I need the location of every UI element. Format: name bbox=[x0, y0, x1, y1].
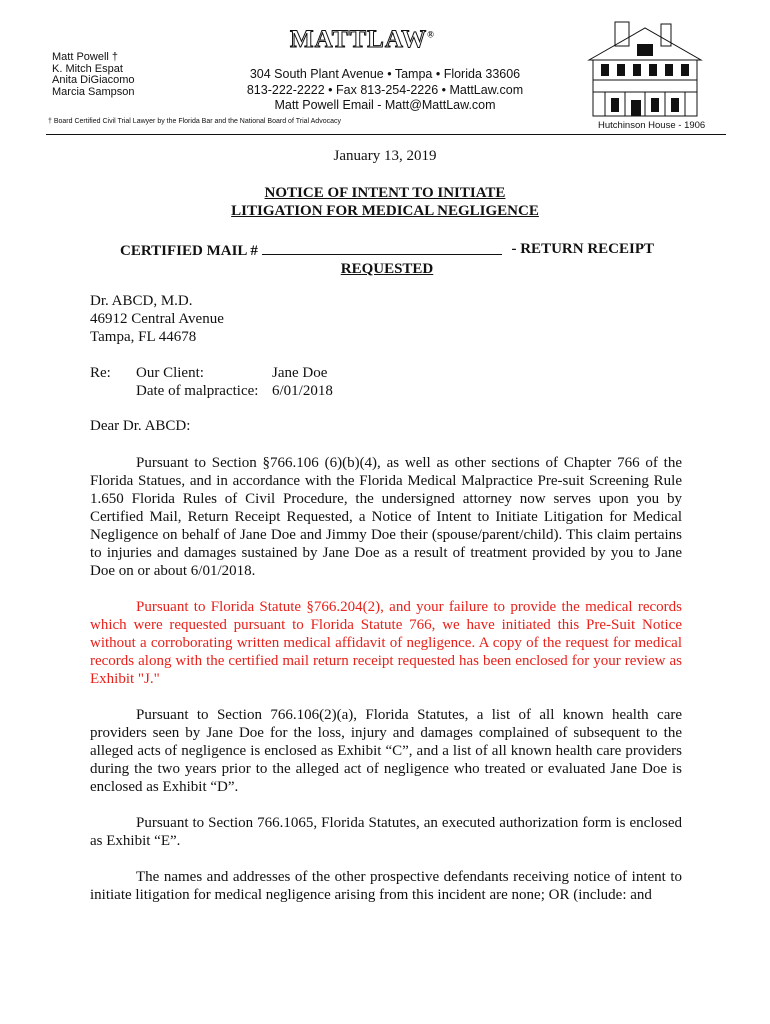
re-label: Re: bbox=[90, 365, 111, 381]
attorney-list bbox=[52, 52, 135, 98]
certification-footnote: † Board Certified Civil Trial Lawyer by the Florida Bar and the National Board of Trial Advocacy bbox=[48, 118, 341, 125]
certified-suffix: - RETURN RECEIPT bbox=[511, 241, 654, 257]
paragraph-text: The names and addresses of the other prospective defendants receiving notice of intent to initiate litigation for medical negligence arising from this incident are none; OR (include: and bbox=[90, 869, 682, 903]
malpractice-value: 6/01/2018 bbox=[272, 383, 333, 399]
letter-date: January 13, 2019 bbox=[333, 148, 437, 164]
title-line: NOTICE OF INTENT TO INITIATE bbox=[264, 185, 506, 201]
body-paragraph bbox=[90, 454, 682, 580]
letter-title bbox=[0, 184, 770, 220]
certified-requested: REQUESTED bbox=[340, 261, 434, 277]
client-value: Jane Doe bbox=[272, 365, 328, 381]
attorney-name: Marcia Sampson bbox=[52, 85, 135, 98]
logo-text: MATTLAW bbox=[290, 26, 428, 53]
house-illustration-icon bbox=[585, 20, 705, 120]
registered-mark: ® bbox=[427, 29, 435, 40]
body-paragraph bbox=[90, 814, 682, 850]
certified-number-blank bbox=[262, 240, 502, 255]
re-block bbox=[90, 364, 333, 400]
paragraph-text: Pursuant to Florida Statute §766.204(2), and your failure to provide the medical records which were requested pursuant to Florida Statute 766, we have initiated this Pre-Suit Notice without a corroborating written medical affidavit of negligence. A copy of the request for medical records along with the certified mail return receipt requested has been enclosed for your review as Exhibit "J." bbox=[90, 599, 682, 687]
firm-logo bbox=[290, 26, 435, 54]
firm-address bbox=[215, 67, 555, 114]
body-paragraph bbox=[90, 706, 682, 796]
title-line: LITIGATION FOR MEDICAL NEGLIGENCE bbox=[231, 203, 539, 219]
certified-label: CERTIFIED MAIL # bbox=[120, 243, 258, 259]
salutation: Dear Dr. ABCD: bbox=[90, 418, 191, 434]
client-label: Our Client: bbox=[136, 365, 204, 381]
body-paragraph bbox=[90, 868, 682, 904]
paragraph-text: Pursuant to Section §766.106 (6)(b)(4), as well as other sections of Chapter 766 of the Florida Statues, and in accordance with the Florida Medical Malpractice Pre-suit Screening Rule 1.650 Florida Rules of Civil Procedure, the undersigned attorney now serves upon you by Certified Mail, Return Receipt Requested, a Notice of Intent to Initiate Litigation for Medical Negligence on behalf of Jane Doe and Jimmy Doe their (spouse/parent/child). This claim pertains to injuries and damages sustained by Jane Doe as a result of treatment provided by you to Jane Doe on or about 6/01/2018. bbox=[90, 455, 682, 579]
email-line: Matt Powell Email - Matt@MattLaw.com bbox=[274, 98, 496, 112]
attorney-name: Anita DiGiacomo bbox=[52, 74, 135, 86]
body-paragraph-highlighted bbox=[90, 598, 682, 688]
recipient-line: 46912 Central Avenue bbox=[90, 311, 224, 327]
recipient-line: Dr. ABCD, M.D. bbox=[90, 293, 193, 309]
recipient-address bbox=[90, 292, 224, 346]
contact-line: 813-222-2222 • Fax 813-254-2226 • MattLaw.com bbox=[246, 82, 524, 97]
paragraph-text: Pursuant to Section 766.106(2)(a), Florida Statutes, a list of all known health care providers seen by Jane Doe for the loss, injury and damages complained of subsequent to the alleged acts of negligence is enclosed as Exhibit “C”, and a list of all known health care providers during the two years prior to the alleged act of negligence who treated or evaluated Jane Doe is enclosed as Exhibit “D”. bbox=[90, 707, 682, 795]
recipient-line: Tampa, FL 44678 bbox=[90, 329, 197, 345]
attorney-name: Matt Powell † bbox=[52, 51, 119, 63]
header-divider bbox=[46, 134, 726, 135]
house-caption: Hutchinson House - 1906 bbox=[598, 120, 706, 131]
certified-mail-line bbox=[120, 240, 654, 278]
paragraph-text: Pursuant to Section 766.1065, Florida Statutes, an executed authorization form is enclosed as Exhibit “E”. bbox=[90, 815, 682, 849]
malpractice-label: Date of malpractice: bbox=[136, 383, 259, 399]
attorney-name: K. Mitch Espat bbox=[52, 62, 123, 75]
address-line: 304 South Plant Avenue • Tampa • Florida 33606 bbox=[249, 67, 521, 81]
